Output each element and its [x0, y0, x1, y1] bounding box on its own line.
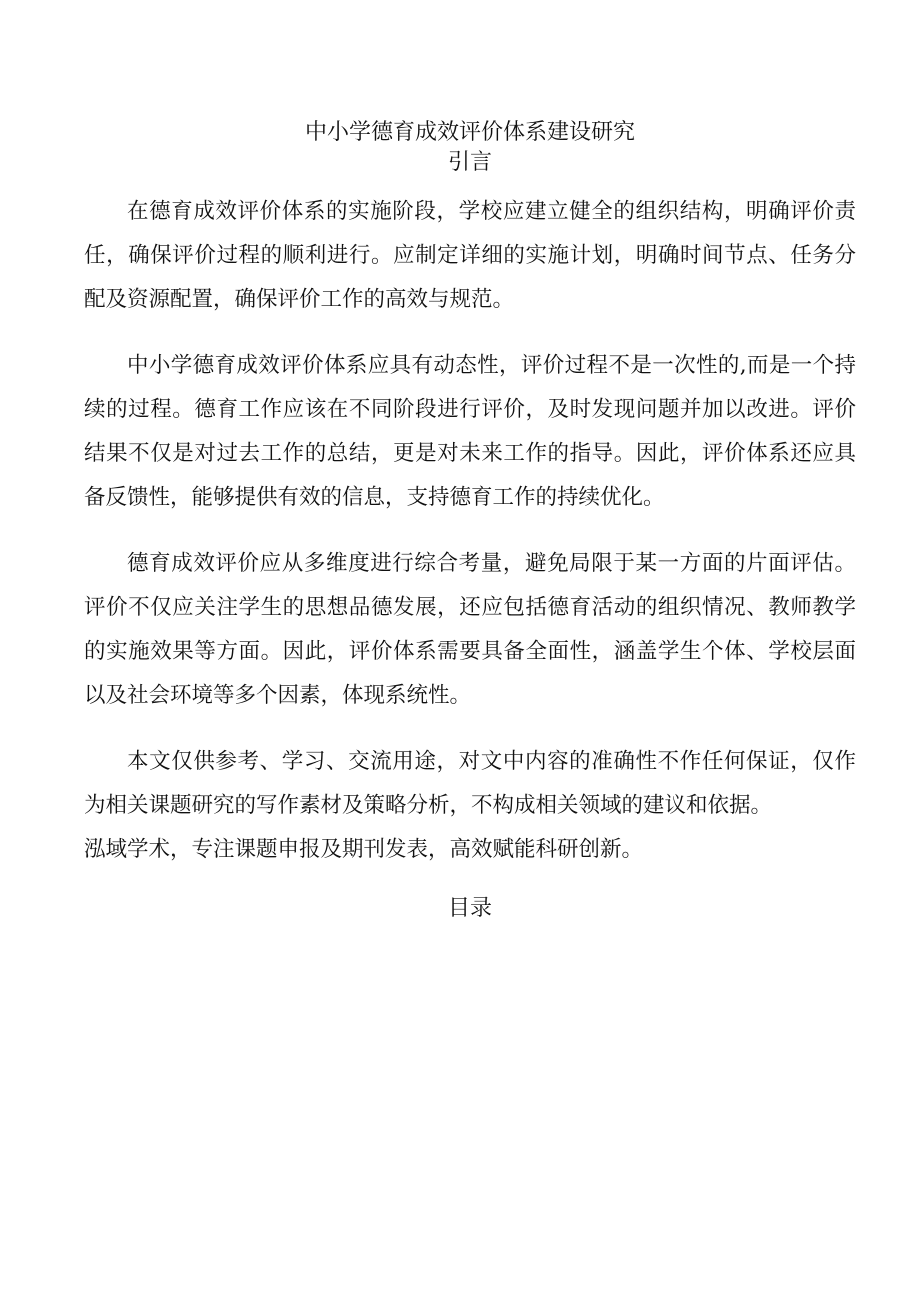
- paragraph-dynamic: 中小学德育成效评价体系应具有动态性，评价过程不是一次性的,而是一个持续的过程。德育工作应该在不同阶段进行评价，及时发现问题并加以改进。评价结果不仅是对过去工作的总结，更是对未来工作的指导。因此，评价体系还应具备反馈性，能够提供有效的信息，支持德育工作的持续优化。: [84, 353, 856, 510]
- intro-heading: 引言: [447, 150, 492, 175]
- paragraph-implementation: 在德育成效评价体系的实施阶段，学校应建立健全的组织结构，明确评价责任，确保评价过程的顺利进行。应制定详细的实施计划，明确时间节点、任务分配及资源配置，确保评价工作的高效与规范。: [84, 199, 856, 312]
- document-page: [84, 118, 856, 924]
- toc-heading: 目录: [447, 896, 492, 921]
- promo-line: 泓域学术，专注课题申报及期刊发表，高效赋能科研创新。: [84, 837, 644, 862]
- paragraph-multidimensional: 德育成效评价应从多维度进行综合考量，避免局限于某一方面的片面评估。评价不仅应关注学生的思想品德发展，还应包括德育活动的组织情况、教师教学的实施效果等方面。因此，评价体系需要具备全面性，涵盖学生个体、学校层面以及社会环境等多个因素，体现系统性。: [84, 551, 856, 708]
- document-title: 中小学德育成效评价体系建设研究: [304, 120, 635, 145]
- paragraph-disclaimer: 本文仅供参考、学习、交流用途，对文中内容的准确性不作任何保证，仅作为相关课题研究的写作素材及策略分析，不构成相关领域的建议和依据。: [84, 749, 856, 818]
